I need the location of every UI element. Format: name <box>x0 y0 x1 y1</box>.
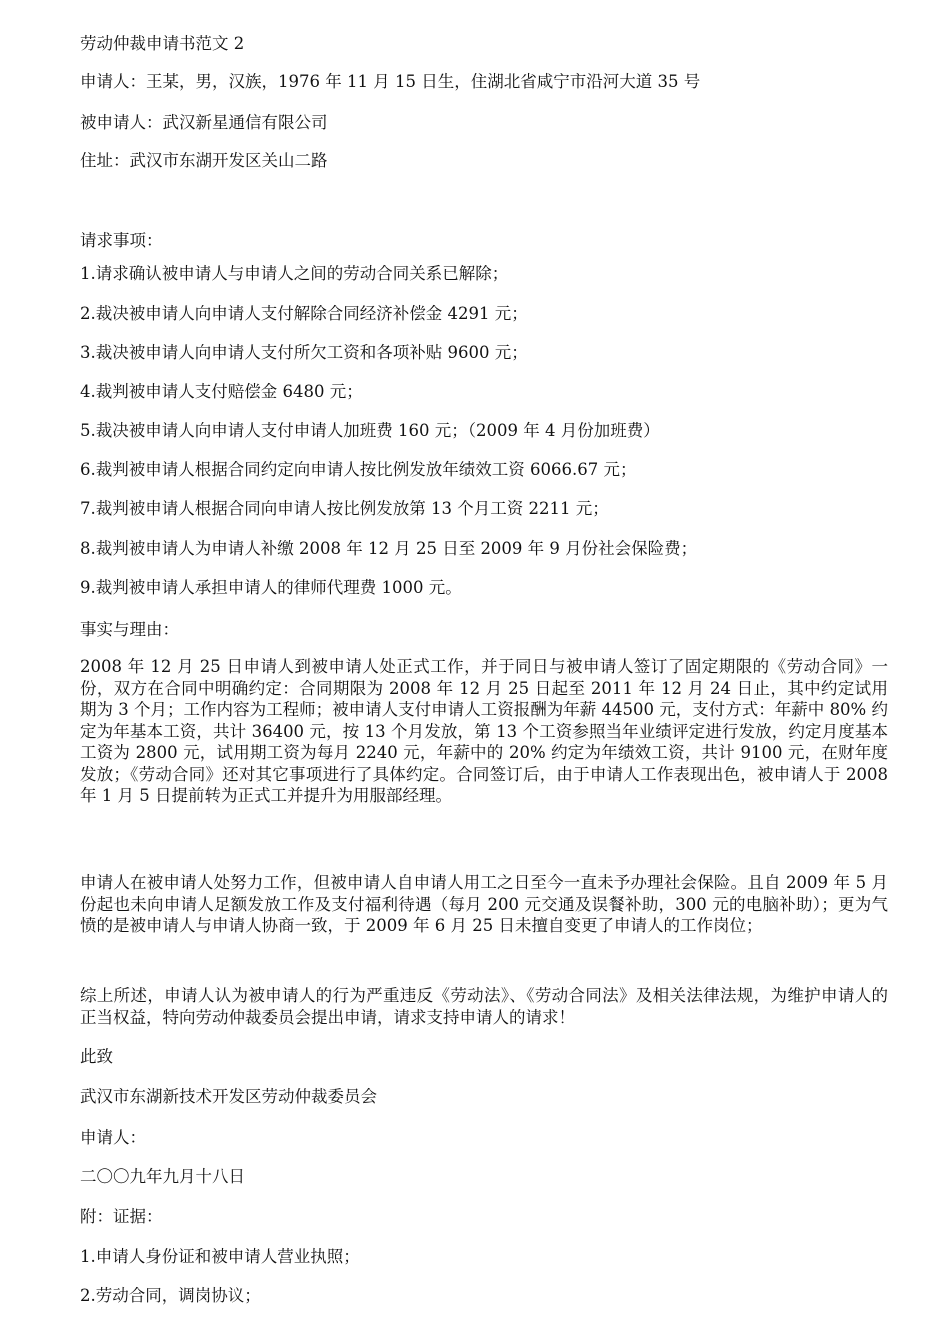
document-title: 劳动仲裁申请书范文 2 <box>80 34 245 53</box>
facts-heading: 事实与理由： <box>80 620 179 639</box>
conclusion-paragraph: 综上所述，申请人认为被申请人的行为严重违反《劳动法》、《劳动合同法》及相关法律法规，为维护申请人的正当权益，特向劳动仲裁委员会提出申请，请求支持申请人的请求！ <box>80 986 888 1027</box>
attachments-heading: 附：证据： <box>80 1207 163 1226</box>
respondent-address: 住址：武汉市东湖开发区关山二路 <box>80 151 328 170</box>
attachment-item: 1.申请人身份证和被申请人营业执照； <box>80 1247 360 1266</box>
request-item: 2.裁决被申请人向申请人支付解除合同经济补偿金 4291 元； <box>80 304 528 323</box>
requests-heading: 请求事项： <box>80 231 163 250</box>
request-item: 9.裁判被申请人承担申请人的律师代理费 1000 元。 <box>80 578 462 597</box>
request-item: 4.裁判被申请人支付赔偿金 6480 元； <box>80 382 363 401</box>
facts-paragraph: 申请人在被申请人处努力工作，但被申请人自申请人用工之日至今一直未予办理社会保险。且自 2009 年 5 月份起也未向申请人足额发放工作及支付福利待遇（每月 200 元交通及误餐补助，300 元的电脑补助）；更为气愤的是被申请人与申请人协商一致，于 2009 年 6 月 25 日未擅自变更了申请人的工作岗位； <box>80 873 888 935</box>
request-item: 3.裁决被申请人向申请人支付所欠工资和各项补贴 9600 元； <box>80 343 528 362</box>
request-item: 8.裁判被申请人为申请人补缴 2008 年 12 月 25 日至 2009 年 9 月份社会保险费； <box>80 539 698 558</box>
signature-label: 申请人： <box>80 1128 146 1147</box>
request-item: 5.裁决被申请人向申请人支付申请人加班费 160 元；（2009 年 4 月份加班费） <box>80 421 660 440</box>
request-item: 7.裁判被申请人根据合同向申请人按比例发放第 13 个月工资 2211 元； <box>80 499 609 518</box>
respondent-info: 被申请人：武汉新星通信有限公司 <box>80 113 328 132</box>
applicant-info: 申请人：王某，男，汉族，1976 年 11 月 15 日生，住湖北省咸宁市沿河大道 35 号 <box>80 72 701 91</box>
attachment-item: 2.劳动合同，调岗协议； <box>80 1286 261 1305</box>
facts-paragraph: 2008 年 12 月 25 日申请人到被申请人处正式工作，并于同日与被申请人签订了固定期限的《劳动合同》一份，双方在合同中明确约定：合同期限为 2008 年 12 月 25 日起至 2011 年 12 月 24 日止，其中约定试用期为 3 个月；工作内容为工程师；被申请人支付申请人工资报酬为年薪 44500 元，支付方式：年薪中 80% 约定为年基本工资，共计 36400 元，按 13 个月发放，第 13 个工资参照当年业绩评定进行发放，约定月度基本工资为 2800 元，试用期工资为每月 2240 元，年薪中的 20% 约定为年绩效工资，共计 9100 元，在财年度发放；《劳动合同》还对其它事项进行了具体约定。合同签订后，由于申请人工作表现出色，被申请人于 2008 年 1 月 5 日提前转为正式工并提升为用服部经理。 <box>80 657 888 805</box>
request-item: 6.裁判被申请人根据合同约定向申请人按比例发放年绩效工资 6066.67 元； <box>80 460 637 479</box>
request-item: 1.请求确认被申请人与申请人之间的劳动合同关系已解除； <box>80 264 509 283</box>
recipient: 武汉市东湖新技术开发区劳动仲裁委员会 <box>80 1087 377 1106</box>
closing-salutation: 此致 <box>80 1047 113 1066</box>
document-date: 二〇〇九年九月十八日 <box>80 1167 245 1186</box>
